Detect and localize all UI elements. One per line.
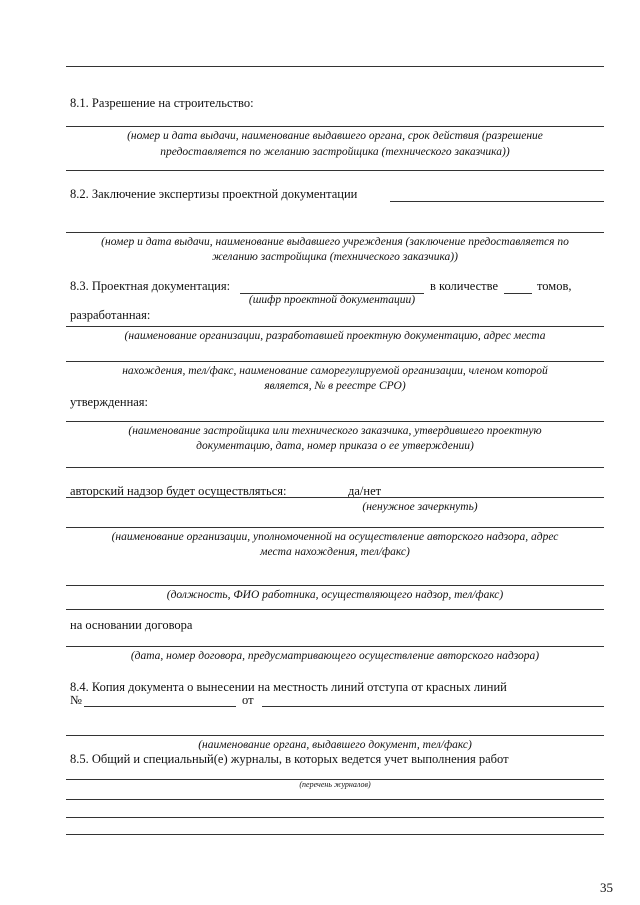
contract-label: на основании договора	[70, 618, 193, 632]
contract-field-line[interactable]	[66, 646, 604, 647]
expertise-field-line-2[interactable]	[66, 232, 604, 233]
permit-field-line[interactable]	[66, 126, 604, 127]
permit-hint-2: предоставляется по желанию застройщика (технического заказчика))	[160, 146, 510, 158]
developed-label: разработанная:	[70, 308, 151, 322]
developer-hint-1: (наименование организации, разработавшей проектную документацию, адрес места	[124, 330, 546, 342]
permit-field-line-2[interactable]	[66, 170, 604, 171]
doc-date-field[interactable]	[262, 706, 604, 707]
approver-field-line-2[interactable]	[66, 467, 604, 468]
supervision-field-line[interactable]	[66, 497, 604, 498]
supervisor-org-field-line[interactable]	[66, 527, 604, 528]
issuer-hint: (наименование органа, выдавшего документ, тел/факс)	[198, 739, 472, 751]
developer-hint-3: является, № в реестре СРО)	[264, 380, 406, 392]
approved-label: утвержденная:	[70, 395, 149, 409]
issuer-field-line[interactable]	[66, 735, 604, 736]
volume-count-suffix: томов,	[537, 279, 572, 293]
doc-date-label: от	[242, 693, 254, 707]
supervisor-person-hint: (должность, ФИО работника, осуществляющего надзор, тел/факс)	[166, 589, 504, 601]
expertise-hint-2: желанию застройщика (технического заказчика))	[212, 251, 458, 263]
supervisor-spacer-line[interactable]	[66, 609, 604, 610]
supervisor-org-hint-1: (наименование организации, уполномоченной на осуществление авторского надзора, адрес	[111, 531, 559, 543]
permit-hint-1: (номер и дата выдачи, наименование выдавшего органа, срок действия (разрешение	[127, 130, 543, 142]
supervision-label: авторский надзор будет осуществляться:	[70, 484, 287, 498]
developer-hint-2: нахождения, тел/факс, наименование саморегулируемой организации, членом которой	[122, 365, 548, 377]
journals-field-line-4[interactable]	[66, 834, 604, 835]
section-8-2-label: 8.2. Заключение экспертизы проектной документации	[70, 187, 358, 201]
section-8-5-label: 8.5. Общий и специальный(е) журналы, в которых ведется учет выполнения работ	[70, 752, 509, 766]
page-number: 35	[600, 880, 613, 895]
cipher-hint: (шифр проектной документации)	[248, 294, 416, 306]
expertise-hint-1: (номер и дата выдачи, наименование выдавшего учреждения (заключение предоставляется по	[101, 236, 569, 248]
expertise-field-line[interactable]	[390, 201, 604, 202]
supervision-yes-no[interactable]: да/нет	[348, 484, 382, 498]
journals-field-line-3[interactable]	[66, 817, 604, 818]
section-8-1-label: 8.1. Разрешение на строительство:	[70, 96, 254, 110]
strike-out-hint: (ненужное зачеркнуть)	[362, 501, 478, 513]
approver-field-line[interactable]	[66, 421, 604, 422]
supervisor-person-field-line[interactable]	[66, 585, 604, 586]
journals-hint: (перечень журналов)	[299, 780, 371, 789]
journals-field-line-2[interactable]	[66, 799, 604, 800]
approver-hint-2: документацию, дата, номер приказа о ее утверждении)	[196, 440, 474, 452]
volume-count-field[interactable]	[504, 293, 532, 294]
approver-hint-1: (наименование застройщика или технического заказчика, утвердившего проектную	[128, 425, 542, 437]
developer-field-line-2[interactable]	[66, 361, 604, 362]
doc-number-label: №	[70, 693, 82, 707]
top-rule	[66, 66, 604, 67]
section-8-4-label: 8.4. Копия документа о вынесении на местность линий отступа от красных линий	[70, 680, 507, 694]
supervisor-org-hint-2: места нахождения, тел/факс)	[260, 546, 410, 558]
doc-number-field[interactable]	[84, 706, 236, 707]
volume-count-prefix: в количестве	[430, 279, 499, 293]
developer-field-line[interactable]	[66, 326, 604, 327]
contract-hint: (дата, номер договора, предусматривающего осуществление авторского надзора)	[130, 650, 540, 662]
section-8-3-label: 8.3. Проектная документация:	[70, 279, 231, 293]
